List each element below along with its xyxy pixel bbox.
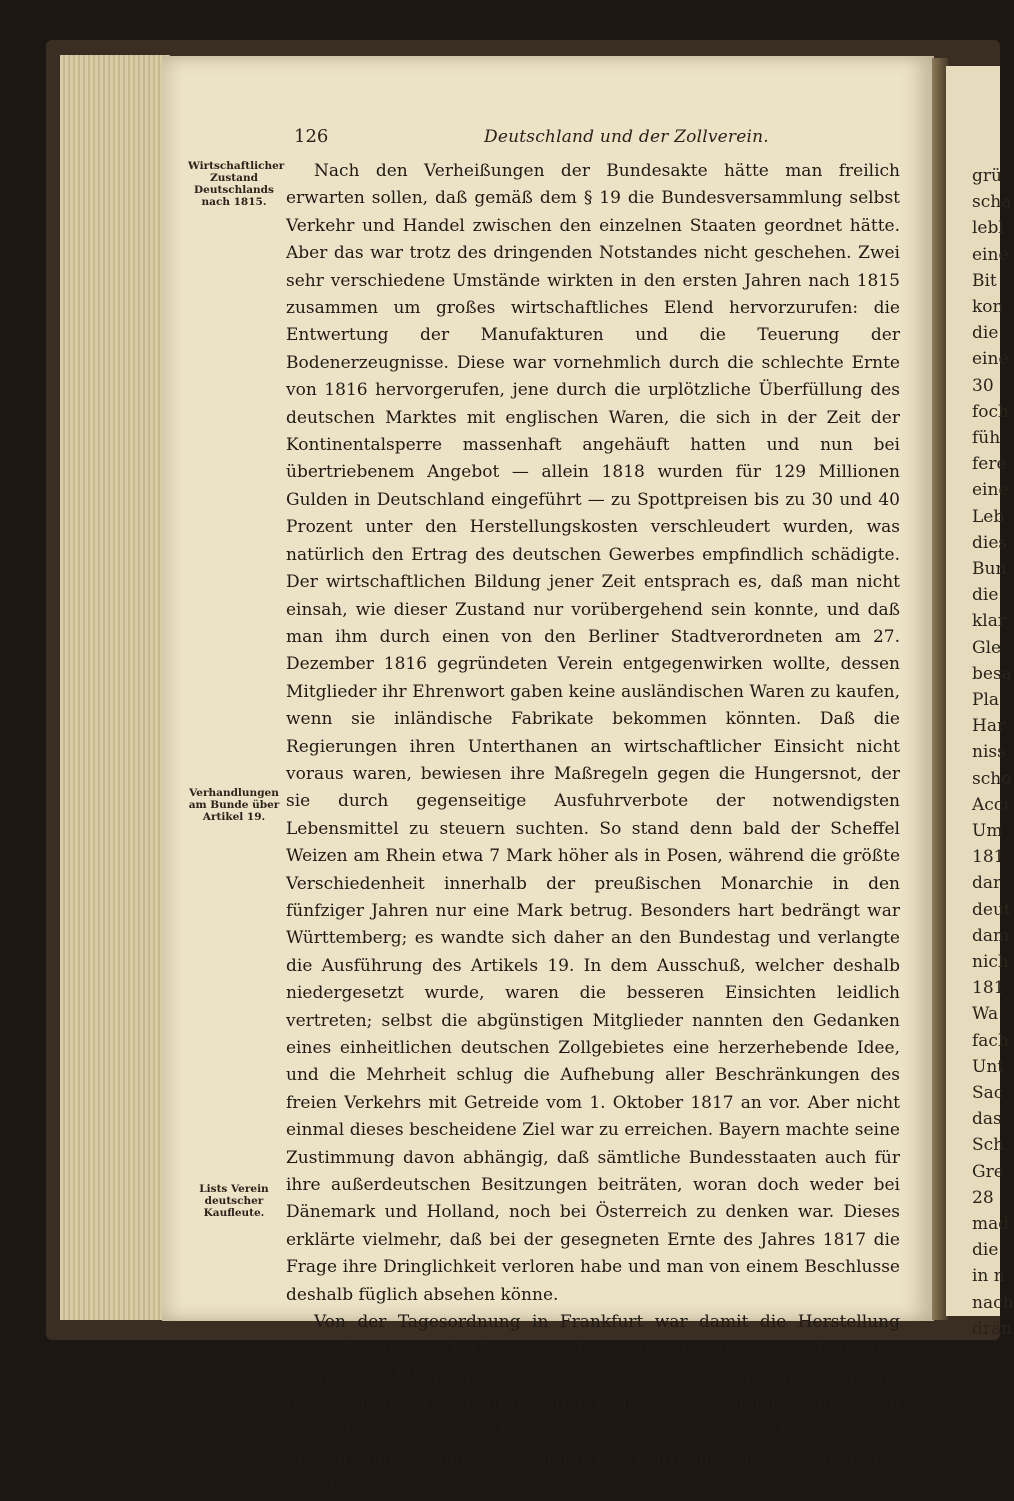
facing-page-fragment: Acci — [972, 794, 1009, 815]
margin-note-economy: Wirtschaftlicher Zustand Deutschlands nach 1815. — [188, 160, 285, 208]
facing-page-fragment: mad — [972, 1214, 1010, 1234]
facing-page-fragment: fere — [972, 454, 1007, 475]
facing-page — [946, 66, 1014, 1339]
facing-page-fragment: Har — [972, 716, 1006, 737]
facing-page-fragment: dam — [972, 925, 1010, 946]
facing-page-fragment: foch — [972, 401, 1009, 422]
facing-page-fragment: 181 — [972, 978, 1005, 999]
facing-page-fragment: kon — [972, 297, 1004, 317]
facing-page-fragment: scho — [972, 768, 1012, 789]
facing-page-fragment: nich — [972, 952, 1009, 972]
facing-page-fragment: Sch — [972, 1135, 1005, 1156]
facing-page-fragment: besa — [972, 663, 1012, 684]
facing-page-fragment: 28 — [972, 1187, 994, 1208]
facing-page-fragment: Um — [972, 821, 1003, 841]
facing-page-fragment: Gre — [972, 1161, 1004, 1182]
facing-page-fragment: klar — [972, 611, 1006, 632]
facing-page-fragment: Unt — [972, 1056, 1005, 1077]
body-text — [286, 158, 900, 1501]
margin-note-list-verein: Lists Verein deutscher Kaufleute. — [199, 1183, 269, 1219]
facing-page-fragment: niss — [972, 742, 1006, 763]
facing-page-fragment: Leb — [972, 506, 1005, 527]
facing-page-fragment: Wa — [972, 1004, 999, 1025]
facing-page-fragment: Bit — [972, 270, 997, 291]
facing-page-fragment: dar — [972, 873, 1002, 894]
running-title: Deutschland und der Zollverein. — [484, 127, 769, 147]
facing-page-fragment: dies — [972, 532, 1008, 553]
facing-page-fragment: die — [972, 585, 999, 606]
margin-note-negotiations: Verhandlungen am Bunde über Artikel 19. — [188, 787, 280, 823]
facing-page-fragment: Bun — [972, 559, 1007, 579]
facing-page-fragment: fach — [972, 1030, 1009, 1051]
facing-page-fragment: Gle — [972, 637, 1002, 658]
facing-page-fragment: deut — [972, 899, 1011, 920]
facing-page-fragment: 30 — [972, 375, 994, 396]
paragraph: Von der Tagesordnung in Frankfurt war damit die Herstellung eines leichteren Verkehrs wieder entfernt; aber sowohl in der öffentlichen Meinung wie von einzelnen Regierungen wurde die Frage festgehalten. In den Mittel- und Kleinstaaten klammerte man sich dabei, trotz des ersten Mißlingens, nach wie vor an den Bundestag. In diesem Sinne entfaltete besonders der Württemberger Friedrich List, ein Mann von — [286, 1312, 900, 1497]
facing-page-fragment: Sac — [972, 1083, 1004, 1103]
facing-page-fragment: grü — [972, 166, 1002, 186]
facing-page-fragment: die — [972, 323, 999, 344]
facing-page-fragment: drän — [972, 1318, 1013, 1339]
facing-page-fragment: lebl — [972, 218, 1004, 239]
facing-page-fragment: die — [972, 1240, 999, 1261]
page-edges — [60, 55, 170, 1320]
facing-page-fragment: 181 — [972, 847, 1005, 868]
facing-page-fragment: scha — [972, 192, 1012, 213]
facing-page-fragment: eine — [972, 480, 1009, 501]
facing-page-fragment: in n — [972, 1266, 1005, 1287]
facing-page-fragment: eine — [972, 244, 1009, 265]
running-head — [294, 126, 898, 152]
facing-page-fragment: nach — [972, 1292, 1014, 1313]
page-number: 126 — [294, 126, 329, 147]
facing-page-fragment: das — [972, 1109, 1002, 1130]
facing-page-fragment: eine — [972, 349, 1009, 370]
facing-page-fragment: füh — [972, 428, 1001, 448]
facing-page-fragment: Pla — [972, 690, 1000, 710]
paragraph: Nach den Verheißungen der Bundesakte hätte man freilich erwarten sollen, daß gemäß dem § 19 die Bundesversammlung selbst Verkehr und Handel zwischen den einzelnen Staaten geordnet hätte. Aber das war trotz des dringenden Notstandes nicht geschehen. Zwei sehr verschiedene Umstände wirkten in den ersten Jahren nach 1815 zusammen um großes wirtschaftliches Elend hervorzurufen: die Entwertung der Manufakturen und die Teuerung der Bodenerzeugnisse. Diese war vornehmlich durch die schlechte Ernte von 1816 hervorgerufen, jene durch die urplötzliche Überfüllung des deutschen Marktes mit englischen Waren, die sich in der Zeit der Kontinentalsperre massenhaft angehäuft hatten und nun bei übertriebenem Angebot — allein 1818 wurden für 129 Millionen Gulden in Deutschland eingeführt — zu Spottpreisen bis zu 30 und 40 Prozent unter den Herstellungskosten verschleudert wurden, was natürlich den Ertrag des deutschen Gewerbes empfindlich schädigte. Der wirtschaftlichen Bildung jener Zeit entsprach es, daß man nicht einsah, wie dieser Zustand nur vorübergehend sein konnte, und daß man ihm durch einen von den Berliner Stadtverordneten am 27. Dezember 1816 gegründeten Verein entgegenwirken wollte, dessen Mitglieder ihr Ehrenwort gaben keine ausländischen Waren zu kaufen, wenn sie inländische Fabrikate bekommen könnten. Daß die Regierungen ihren Unterthanen an wirtschaftlicher Einsicht nicht voraus waren, bewiesen ihre Maßregeln gegen die Hungersnot, der sie durch gegenseitige Ausfuhrverbote der notwendigsten Lebensmittel zu steuern suchten. So stand denn bald der Scheffel Weizen am Rhein etwa 7 Mark höher als in Posen, während die größte Verschiedenheit innerhalb der preußischen Monarchie in den fünfziger Jahren nur eine Mark betrug. Besonders hart bedrängt war Württemberg; es wandte sich daher an den Bundestag und verlangte die Ausführung des Artikels 19. In dem Ausschuß, welcher deshalb niedergesetzt wurde, waren die besseren Einsichten leidlich vertreten; selbst die abgünstigen Mitglieder nannten den Gedanken eines einheitlichen deutschen Zollgebietes eine herzerhebende Idee, und die Mehrheit schlug die Aufhebung aller Beschränkungen des freien Verkehrs mit Getreide vom 1. Oktober 1817 an vor. Aber nicht einmal dieses bescheidene Ziel war zu erreichen. Bayern machte seine Zustimmung davon abhängig, daß sämtliche Bundesstaaten auch für ihre außerdeutschen Besitzungen beiträten, woran doch weder bei Dänemark und Holland, noch bei Österreich zu denken war. Dieses erklärte vielmehr, daß bei der gesegneten Ernte des Jahres 1817 die Frage ihre Dringlichkeit verloren habe und man von einem Beschlusse deshalb füglich absehen könne. — [286, 161, 900, 1305]
